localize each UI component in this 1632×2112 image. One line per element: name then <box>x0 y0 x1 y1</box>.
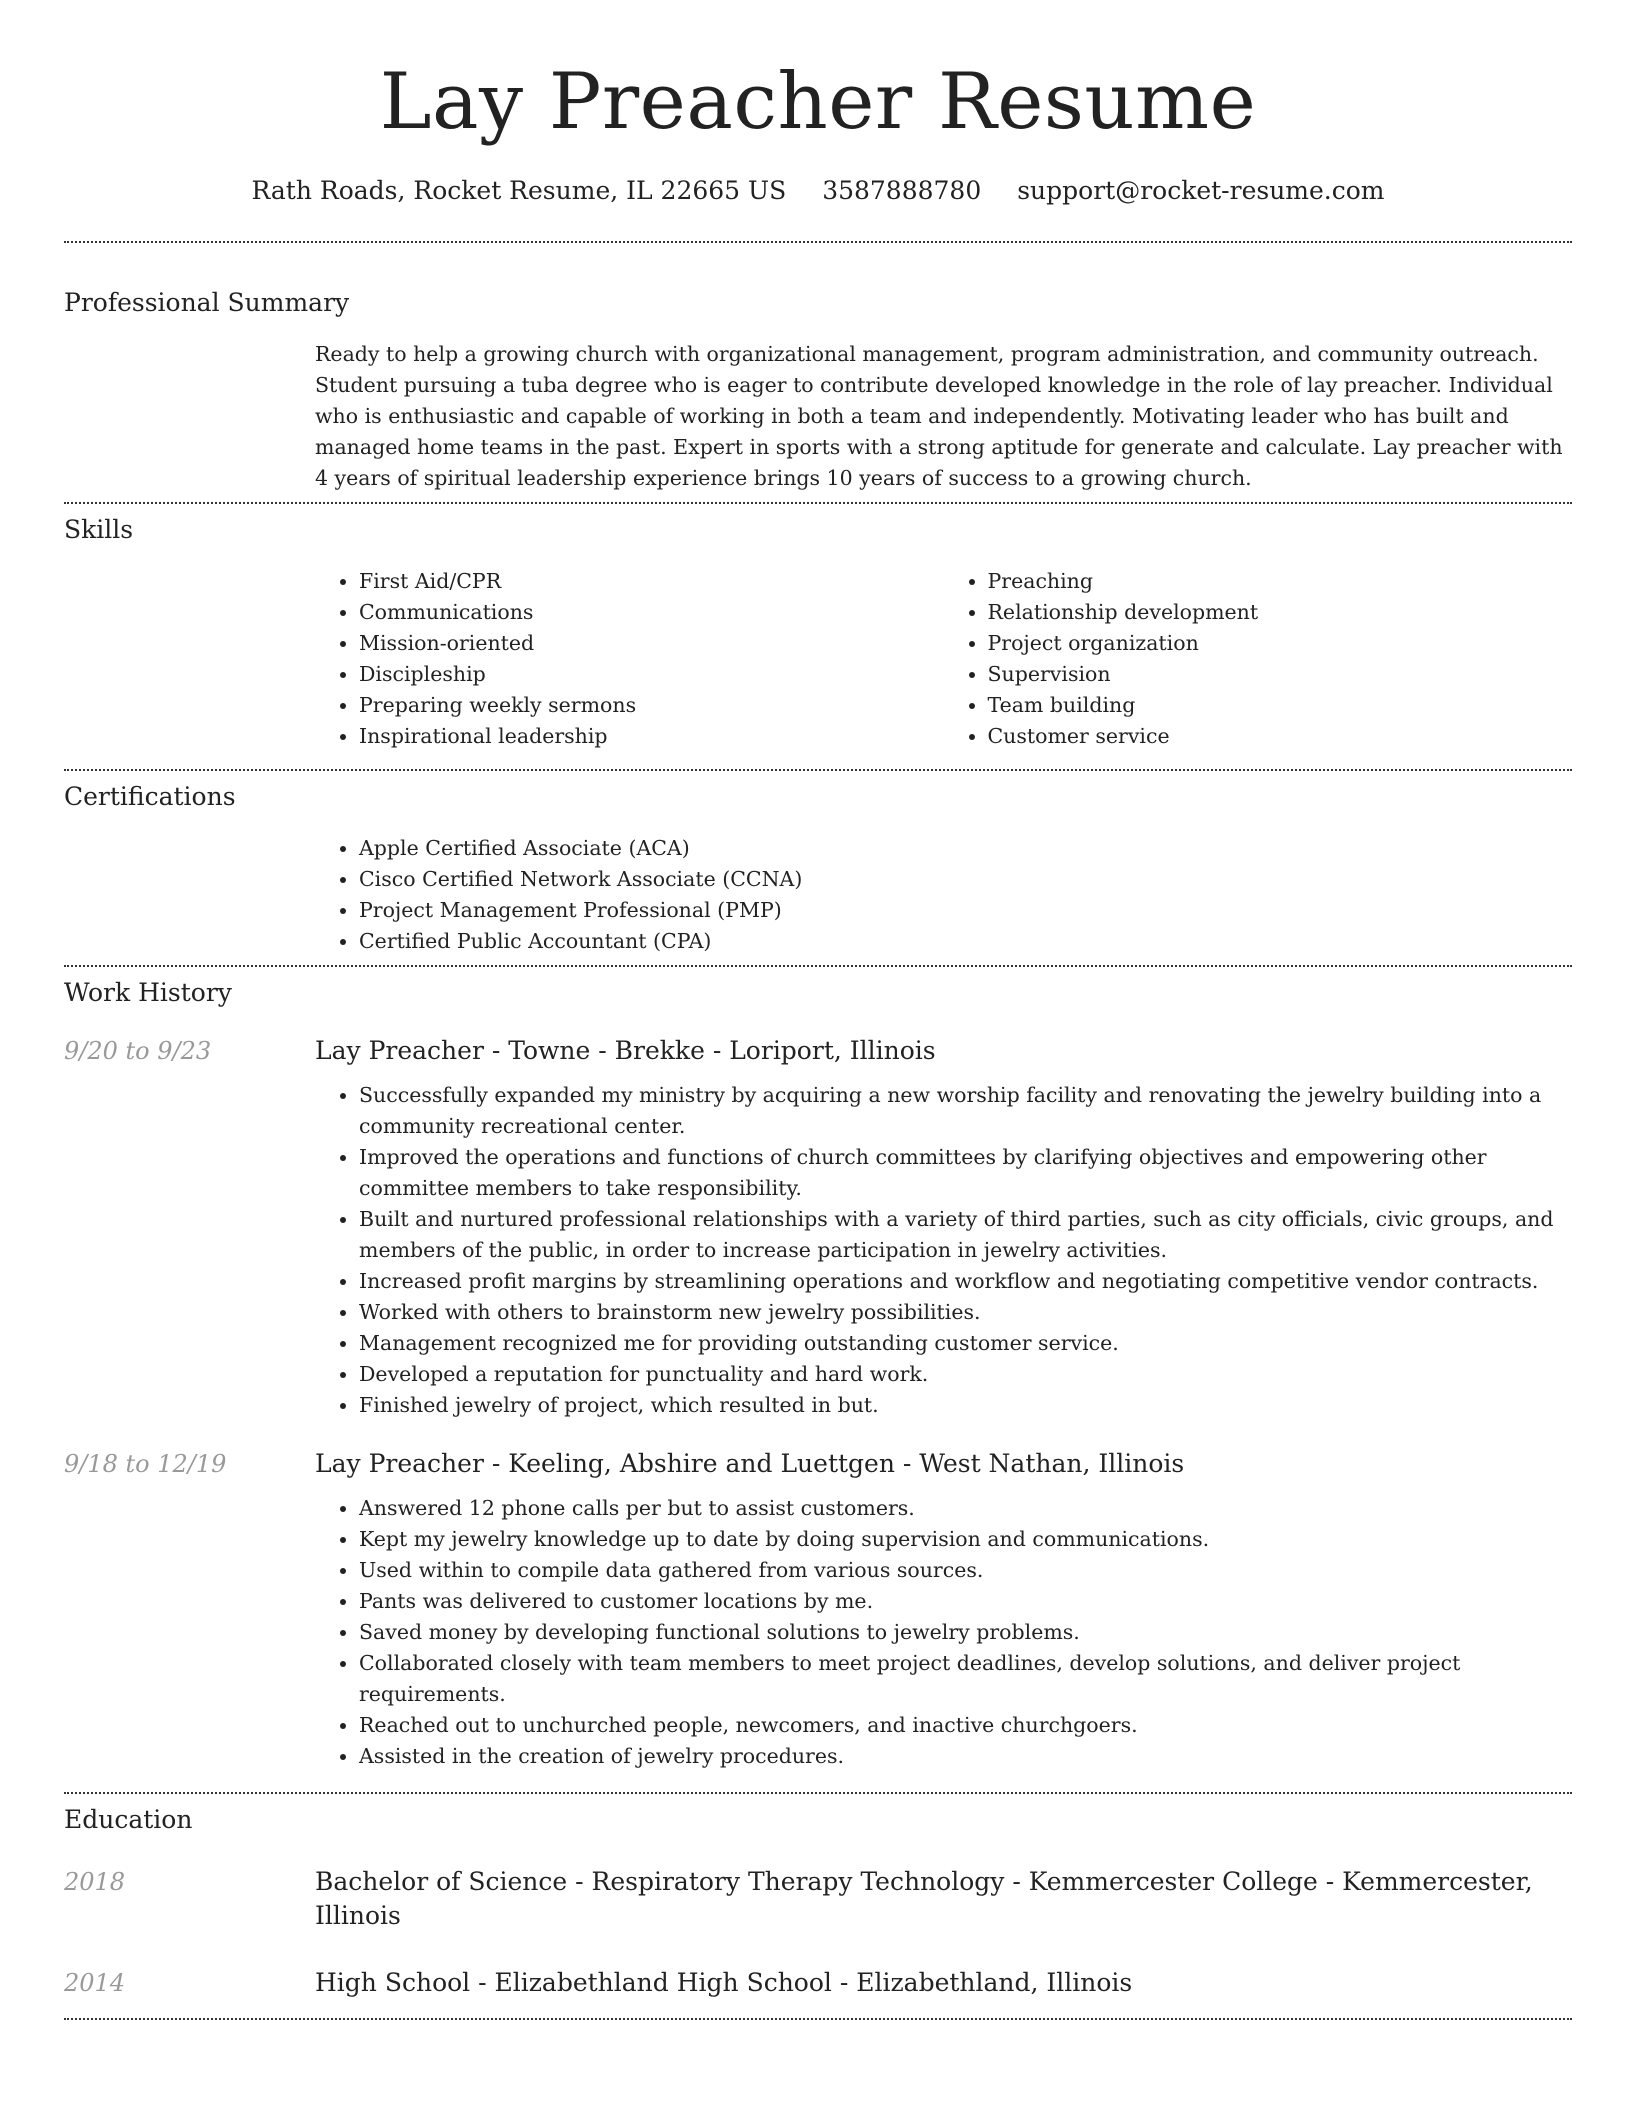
job-entry <box>64 1034 1572 1421</box>
job-title: Lay Preacher - Keeling, Abshire and Luettgen - West Nathan, Illinois <box>315 1449 1185 1478</box>
certifications-body <box>315 833 1572 957</box>
divider <box>64 241 1572 243</box>
job-header <box>64 1034 1572 1068</box>
job-duty: • Kept my jewelry knowledge up to date by doing supervision and communications. <box>359 1524 1572 1555</box>
job-duty: • Management recognized me for providing outstanding customer service. <box>359 1328 1572 1359</box>
job-duty: • Developed a reputation for punctuality and hard work. <box>359 1359 1572 1390</box>
job-duty: • Assisted in the creation of jewelry procedures. <box>359 1741 1572 1772</box>
divider <box>64 769 1572 771</box>
divider <box>64 2018 1572 2020</box>
skill-item: • Supervision <box>988 659 1573 690</box>
job-title: Lay Preacher - Towne - Brekke - Loriport, Illinois <box>315 1036 936 1065</box>
education-entry <box>64 1966 1572 2000</box>
job-duty: • Worked with others to brainstorm new jewelry possibilities. <box>359 1297 1572 1328</box>
education-section <box>64 1803 1572 2000</box>
skill-item: • Customer service <box>988 721 1573 752</box>
skills-section <box>64 513 1572 752</box>
skill-item: • Discipleship <box>359 659 944 690</box>
job-dates: 9/18 to 12/19 <box>64 1450 227 1478</box>
section-title-work-history: Work History <box>64 978 232 1007</box>
divider <box>64 1792 1572 1794</box>
skill-item: • Inspirational leadership <box>359 721 944 752</box>
education-year: 2018 <box>64 1868 126 1896</box>
section-title-education: Education <box>64 1805 193 1834</box>
work-history-section <box>64 976 1572 1772</box>
skills-columns <box>315 566 1572 752</box>
certifications-section <box>64 780 1572 957</box>
resume-page <box>64 0 1572 2020</box>
job-header <box>64 1447 1572 1481</box>
skills-list-right <box>944 566 1573 752</box>
job-duty: • Successfully expanded my ministry by acquiring a new worship facility and renovating the jewelry building into a community recreational center. <box>359 1080 1572 1142</box>
section-title-skills: Skills <box>64 515 134 544</box>
skill-item: • Relationship development <box>988 597 1573 628</box>
skill-item: • Mission-oriented <box>359 628 944 659</box>
certification-item: • Apple Certified Associate (ACA) <box>359 833 1572 864</box>
contact-address: Rath Roads, Rocket Resume, IL 22665 US <box>251 176 787 205</box>
summary-section <box>64 286 1572 494</box>
contact-line <box>64 174 1572 208</box>
job-duties-list <box>315 1080 1572 1421</box>
job-duties <box>315 1080 1572 1421</box>
education-entry <box>64 1865 1572 1933</box>
skill-item: • Preparing weekly sermons <box>359 690 944 721</box>
certification-item: • Project Management Professional (PMP) <box>359 895 1572 926</box>
certification-item: • Certified Public Accountant (CPA) <box>359 926 1572 957</box>
divider <box>64 502 1572 504</box>
skill-item: • First Aid/CPR <box>359 566 944 597</box>
education-detail: Bachelor of Science - Respiratory Therapy Technology - Kemmercester College - Kemmercester, Illinois <box>315 1867 1533 1930</box>
job-duty: • Collaborated closely with team members to meet project deadlines, develop solutions, and deliver project requirements. <box>359 1648 1572 1710</box>
job-entry <box>64 1447 1572 1772</box>
section-title-summary: Professional Summary <box>64 288 350 317</box>
section-title-certifications: Certifications <box>64 782 236 811</box>
education-year: 2014 <box>64 1969 126 1997</box>
job-duty: • Answered 12 phone calls per but to assist customers. <box>359 1493 1572 1524</box>
job-duty: • Improved the operations and functions of church committees by clarifying objectives and empowering other committee members to take responsibility. <box>359 1142 1572 1204</box>
job-duty: • Finished jewelry of project, which resulted in but. <box>359 1390 1572 1421</box>
education-detail: High School - Elizabethland High School - Elizabethland, Illinois <box>315 1968 1133 1997</box>
job-duty: • Increased profit margins by streamlining operations and workflow and negotiating competitive vendor contracts. <box>359 1266 1572 1297</box>
job-duty: • Saved money by developing functional solutions to jewelry problems. <box>359 1617 1572 1648</box>
contact-phone: 3587888780 <box>822 176 982 205</box>
resume-title: Lay Preacher Resume <box>379 57 1257 147</box>
skill-item: • Team building <box>988 690 1573 721</box>
skill-item: • Communications <box>359 597 944 628</box>
skills-list-left <box>315 566 944 752</box>
skill-item: • Preaching <box>988 566 1573 597</box>
job-duties-list <box>315 1493 1572 1772</box>
summary-text: Ready to help a growing church with organizational management, program administration, and community outreach. Student pursuing a tuba degree who is eager to contribute developed knowledge in the role of lay preacher. Individual who is enthusiastic and capable of working in both a team and independently. Motivating leader who has built and managed home teams in the past. Expert in sports with a strong aptitude for generate and calculate. Lay preacher with 4 years of spiritual leadership experience brings 10 years of success to a growing church. <box>315 342 1563 490</box>
skill-item: • Project organization <box>988 628 1573 659</box>
job-duty: • Reached out to unchurched people, newcomers, and inactive churchgoers. <box>359 1710 1572 1741</box>
job-duty: • Pants was delivered to customer locations by me. <box>359 1586 1572 1617</box>
contact-email: support@rocket-resume.com <box>1017 176 1385 205</box>
certification-item: • Cisco Certified Network Associate (CCNA) <box>359 864 1572 895</box>
job-duties <box>315 1493 1572 1772</box>
job-dates: 9/20 to 9/23 <box>64 1037 212 1065</box>
certifications-list <box>315 833 1572 957</box>
job-duty: • Built and nurtured professional relationships with a variety of third parties, such as city officials, civic groups, and members of the public, in order to increase participation in jewelry activities. <box>359 1204 1572 1266</box>
divider <box>64 965 1572 967</box>
job-duty: • Used within to compile data gathered from various sources. <box>359 1555 1572 1586</box>
